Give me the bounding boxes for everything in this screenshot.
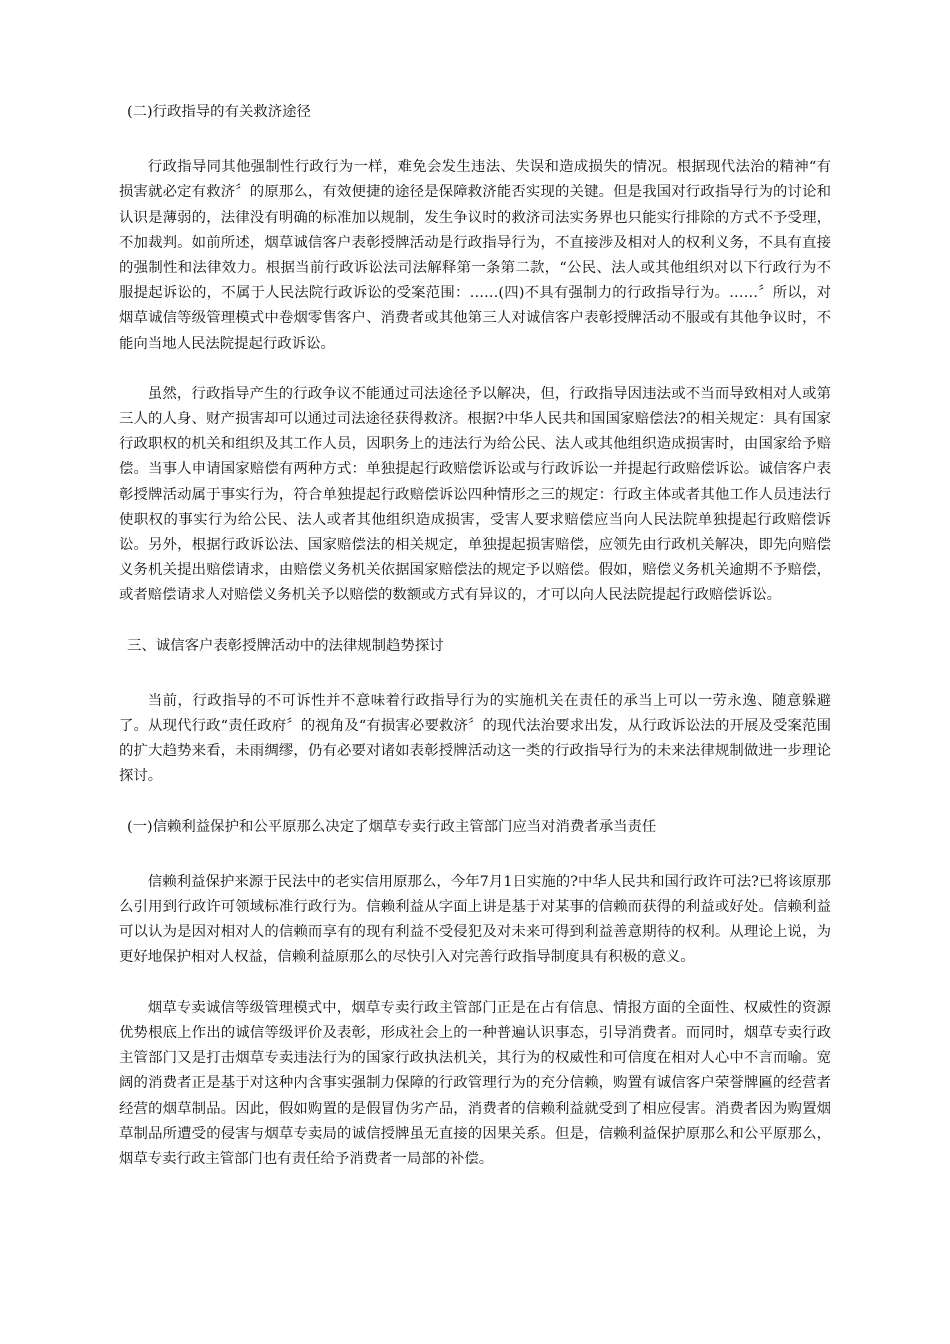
section-heading-trust-protection: (一)信赖利益保护和公平原那么决定了烟草专卖行政主管部门应当对消费者承当责任	[127, 818, 657, 835]
paragraph-administrative-guidance-remedy: 行政指导同其他强制性行政行为一样，难免会发生违法、失误和造成损失的情况。根据现代法治的精神“有损害就必定有救济〞的原那么，有效便捷的途径是保障救济能否实现的关键。但是我国对行政指导行为的讨论和认识是薄弱的，法律没有明确的标准加以规制，发生争议时的救济司法实务界也只能实行排除的方式不予受理，不加裁判。如前所述，烟草诚信客户表彰授牌活动是行政指导行为，不直接涉及相对人的权利义务，不具有直接的强制性和法律效力。根据当前行政诉讼法司法解释第一条第二款，“公民、法人或其他组织对以下行政行为不服提起诉讼的，不属于人民法院行政诉讼的受案范围：……(四)不具有强制力的行政指导行为。……〞所以，对烟草诚信等级管理模式中卷烟零售客户、消费者或其他第三人对诚信客户表彰授牌活动不服或有其他争议时，不能向当地人民法院提起行政诉讼。	[119, 159, 831, 352]
paragraph-trust-interest: 信赖利益保护来源于民法中的老实信用原那么，今年7月1日实施的?中华人民共和国行政许可法?已将该原那么引用到行政许可领域标准行政行为。信赖利益从字面上讲是基于对某事的信赖而获得的利益或好处。信赖利益可以认为是因对相对人的信赖而享有的现有利益不受侵犯及对未来可得到利益善意期待的权利。从理论上说，为更好地保护相对人权益，信赖利益原那么的尽快引入对完善行政指导制度具有积极的意义。	[119, 873, 831, 966]
section-heading-regulation-trend: 三、诚信客户表彰授牌活动中的法律规制趋势探讨	[127, 637, 444, 654]
section-heading-remedy: (二)行政指导的有关救济途径	[127, 104, 311, 120]
paragraph-future-regulation: 当前，行政指导的不可诉性并不意味着行政指导行为的实施机关在责任的承当上可以一劳永逸、随意躲避了。从现代行政“责任政府〞的视角及“有损害必要救济〞的现代法治要求出发，从行政诉讼法的开展及受案范围的扩大趋势来看，未雨绸缪，仍有必要对诸如表彰授牌活动这一类的行政指导行为的未来法律规制做进一步理论探讨。	[119, 692, 831, 785]
document-body	[119, 100, 831, 1197]
paragraph-consumer-compensation: 烟草专卖诚信等级管理模式中，烟草专卖行政主管部门正是在占有信息、情报方面的全面性、权威性的资源优势根底上作出的诚信等级评价及表彰，形成社会上的一种普遍认识事态，引导消费者。而同时，烟草专卖行政主管部门又是打击烟草专卖违法行为的国家行政执法机关，其行为的权威性和可信度在相对人心中不言而喻。宽阔的消费者正是基于对这种内含事实强制力保障的行政管理行为的充分信赖，购置有诚信客户荣誉牌匾的经营者经营的烟草制品。因此，假如购置的是假冒伪劣产品，消费者的信赖利益就受到了相应侵害。消费者因为购置烟草制品所遭受的侵害与烟草专卖局的诚信授牌虽无直接的因果关系。但是，信赖利益保护原那么和公平原那么，烟草专卖行政主管部门也有责任给予消费者一局部的补偿。	[119, 999, 831, 1167]
paragraph-state-compensation: 虽然，行政指导产生的行政争议不能通过司法途径予以解决，但，行政指导因违法或不当而导致相对人或第三人的人身、财产损害却可以通过司法途径获得救济。根据?中华人民共和国国家赔偿法?的相关规定：具有国家行政职权的机关和组织及其工作人员，因职务上的违法行为给公民、法人或其他组织造成损害时，由国家给予赔偿。当事人申请国家赔偿有两种方式：单独提起行政赔偿诉讼或与行政诉讼一并提起行政赔偿诉讼。诚信客户表彰授牌活动属于事实行为，符合单独提起行政赔偿诉讼四种情形之三的规定：行政主体或者其他工作人员违法行使职权的事实行为给公民、法人或者其他组织造成损害，受害人要求赔偿应当向人民法院单独提起行政赔偿诉讼。另外，根据行政诉讼法、国家赔偿法的相关规定，单独提起损害赔偿，应领先由行政机关解决，即先向赔偿义务机关提出赔偿请求，由赔偿义务机关依据国家赔偿法的规定予以赔偿。假如，赔偿义务机关逾期不予赔偿，或者赔偿请求人对赔偿义务机关予以赔偿的数额或方式有异议的，才可以向人民法院提起行政赔偿诉讼。	[119, 385, 831, 604]
